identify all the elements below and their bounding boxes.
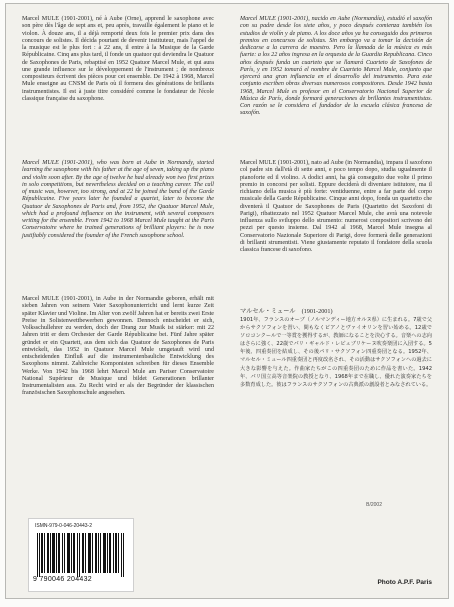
- japanese-biography: [240, 308, 432, 389]
- italian-biography: [240, 160, 432, 254]
- barcode-block: [28, 518, 134, 592]
- english-biography: [22, 160, 214, 240]
- ismn-number: ISMN-979-0-046-20443-2: [35, 523, 92, 529]
- french-text: Marcel MULE (1901-2001), né à Aube (Orne), apprend le saxophone avec son père dès l'âge de sept ans et, peu après, travaille également le piano et le violon. À douze ans, il a déjà remporté deux fois le premier prix dans des concours de solistes. Il décida pourtant de devenir instituteur, mais l'appel de la musique est le plus fort : à 22 ans, il entre à la Musique de la Garde Républicaine. Cinq ans plus tard, il fonde un quatuor qui deviendra le Quatuor de Saxophones de Paris, rebaptisé en 1952 Quatuor Marcel Mule, et qui aura une grande influence sur le développement de l'instrument ; de nombreux compositeurs écrivent des pièces pour cet ensemble. De 1942 à 1968, Marcel Mule enseigne au CNSM de Paris où il formera des générations de brillants instrumentistes. Il est à juste titre considéré comme le fondateur de l'école classique française du saxophone.: [22, 16, 214, 102]
- english-text: Marcel MULE (1901-2001), who was born at Aube in Normandy, started learning the saxophone with his father at the age of seven, taking up the piano and violin soon after. By the age of twelve he had already won two first prizes in solo competitions, but nevertheless decided on a teaching career. The call of music was, however, too strong, and at 22 he joined the band of the Garde Républicaine. Five years later he founded a quartet, later to become the Quatuor de Saxophones de Paris and, from 1952, the Quatuor Marcel Mule, which had a profound influence on the instrument, with several composers writing for the ensemble. From 1942 to 1968 Marcel Mule taught at the Paris Conservatoire where he trained generations of brilliant players: he is now justifiably considered the founder of the French saxophone school.: [22, 160, 214, 239]
- italian-text: Marcel MULE (1901-2001), nato ad Aube (in Normandia), impara il saxofono col padre sin dall'età di sette anni, e poco tempo dopo, studia ugualmente il pianoforte ed il violino. A dodici anni, ha già conseguito due volte il primo premio in concorsi per solisti. Eppure deciderà di diventare istitutore, ma il richiamo della musica è più forte: ventiduenne, entre a far parte del corpo musicale della Garde Républicaine. Cinque anni dopo, fonda un quartetto che diventerà il Quatuor de Saxophones de Paris (Quartetto dei Saxofoni di Parigi), ribattezzato nel 1952 Quatuor Marcel Mule, che avrà una notevole influenza sullo sviluppo dello strumento: numerosi compositori scrivono dei pezzi per questo insieme. Dal 1942 al 1968, Marcel Mule insegna al Conservatorio Nazionale Superiore di Parigi, dove formerà delle generazioni di brillanti strumentisti. Viene giustamente reputato il fondatore della scuola classica francese di saxofono.: [240, 160, 432, 253]
- back-cover-page: [5, 3, 449, 599]
- barcode-icon: [35, 533, 127, 577]
- french-biography: [22, 16, 214, 103]
- spanish-text: Marcel MULE (1901-2001), nacido en Aube (Normandía), estudió el saxofón con su padre desde los siete años, y poco después comienza también los estudios de violín y de piano. A los doce años ya ha conseguido dos primeros premios en concursos de solistas. Sin embargo va a tomar la decisión de dedicarse a la carrera de maestro. Pero la llamada de la música es más fuerte: a los 22 años ingresa en la orquesta de la Guardia Republicana. Cinco años después funda un cuarteto que se llamará Cuarteto de Saxofones de París, y en 1952 tomará el nombre de Cuarteto Marcel Mule, conjunto que ejercerá una gran influencia en el desarrollo del instrumento. Para este conjunto escriben obras diversas numerosos compositores. Desde 1942 hasta 1968, Marcel Mule es profesor en el Conservatorio Nacional Superior de Música de París, donde formará generaciones de brillantes instrumentistas. Con razón se le considera el fundador de la escuela clásica francesa de saxofón.: [240, 16, 432, 117]
- japanese-text: 1901年、フランスのオーブ（ノルマンディー地方オルヌ県）に生まれる。7歳で父からサクソフォンを習い、間もなくピアノとヴァイオリンを習い始める。12歳でソロコンクールで一等賞を獲得するが、教師になることを決心する。音楽への志向はさらに強く、22歳でパリ・ギャルド・レピュブリケーヌ吹奏楽団に入団する。5年後、四重奏団を結成し、その後パリ・サクソフォン四重奏団となる。1952年、マルセル・ミュール四重奏団と再度改名され、その活動はサクソフォンへの過去に大きな影響を与えた。作曲家たちがこの四重奏団のために作品を書いた。1942年、パリ国立高等音楽院の教授となり、1968年まで在職し、優れた演奏家たちを多数育成した。彼はフランスのサクソフォンの古典派の創設者とみなされている。: [240, 317, 432, 388]
- german-text: Marcel MULE (1901-2001), in Aube in der Normandie geboren, erhält mit sieben Jahren von seinem Vater Saxophonunterricht und lernt kurze Zeit später Klavier und Violine. Im Alter von zwölf Jahren hat er bereits zwei Erste Preise in Solistenwettbewerben gewonnen. Dennoch entscheidet er sich, Volksschullehrer zu werden, doch der Drang zur Musik ist stärker: mit 22 Jahren tritt er dem Orchester der Garde Républicaine bei. Fünf Jahre später gründet er ein Quartett, aus dem sich das Quatuor de Saxophones de Paris entwickelt, das 1952 in Quatuor Marcel Mule umgetauft wird und entscheidenden Einfluß auf die instrumentenbauliche Entwicklung des Saxophons nimmt. Zahlreiche Komponisten schreiben für dieses Ensemble Werke. Von 1942 bis 1968 lehrt Marcel Mule am Pariser Conservatoire National Supérieur de Musique und bildet Generationen brillanter Instrumentalisten aus. Zu Recht wird er als der Begründer der klassischen französischen Saxophonschule angesehen.: [22, 296, 214, 397]
- barcode-digits: 9 790046 204432: [33, 576, 92, 583]
- photo-credit: Photo A.P.F. Paris: [377, 579, 432, 586]
- spanish-biography: [240, 16, 432, 118]
- catalog-code: B/2002: [366, 502, 382, 508]
- japanese-heading: マルセル・ミュール (1901-2001): [240, 308, 333, 315]
- german-biography: [22, 296, 214, 398]
